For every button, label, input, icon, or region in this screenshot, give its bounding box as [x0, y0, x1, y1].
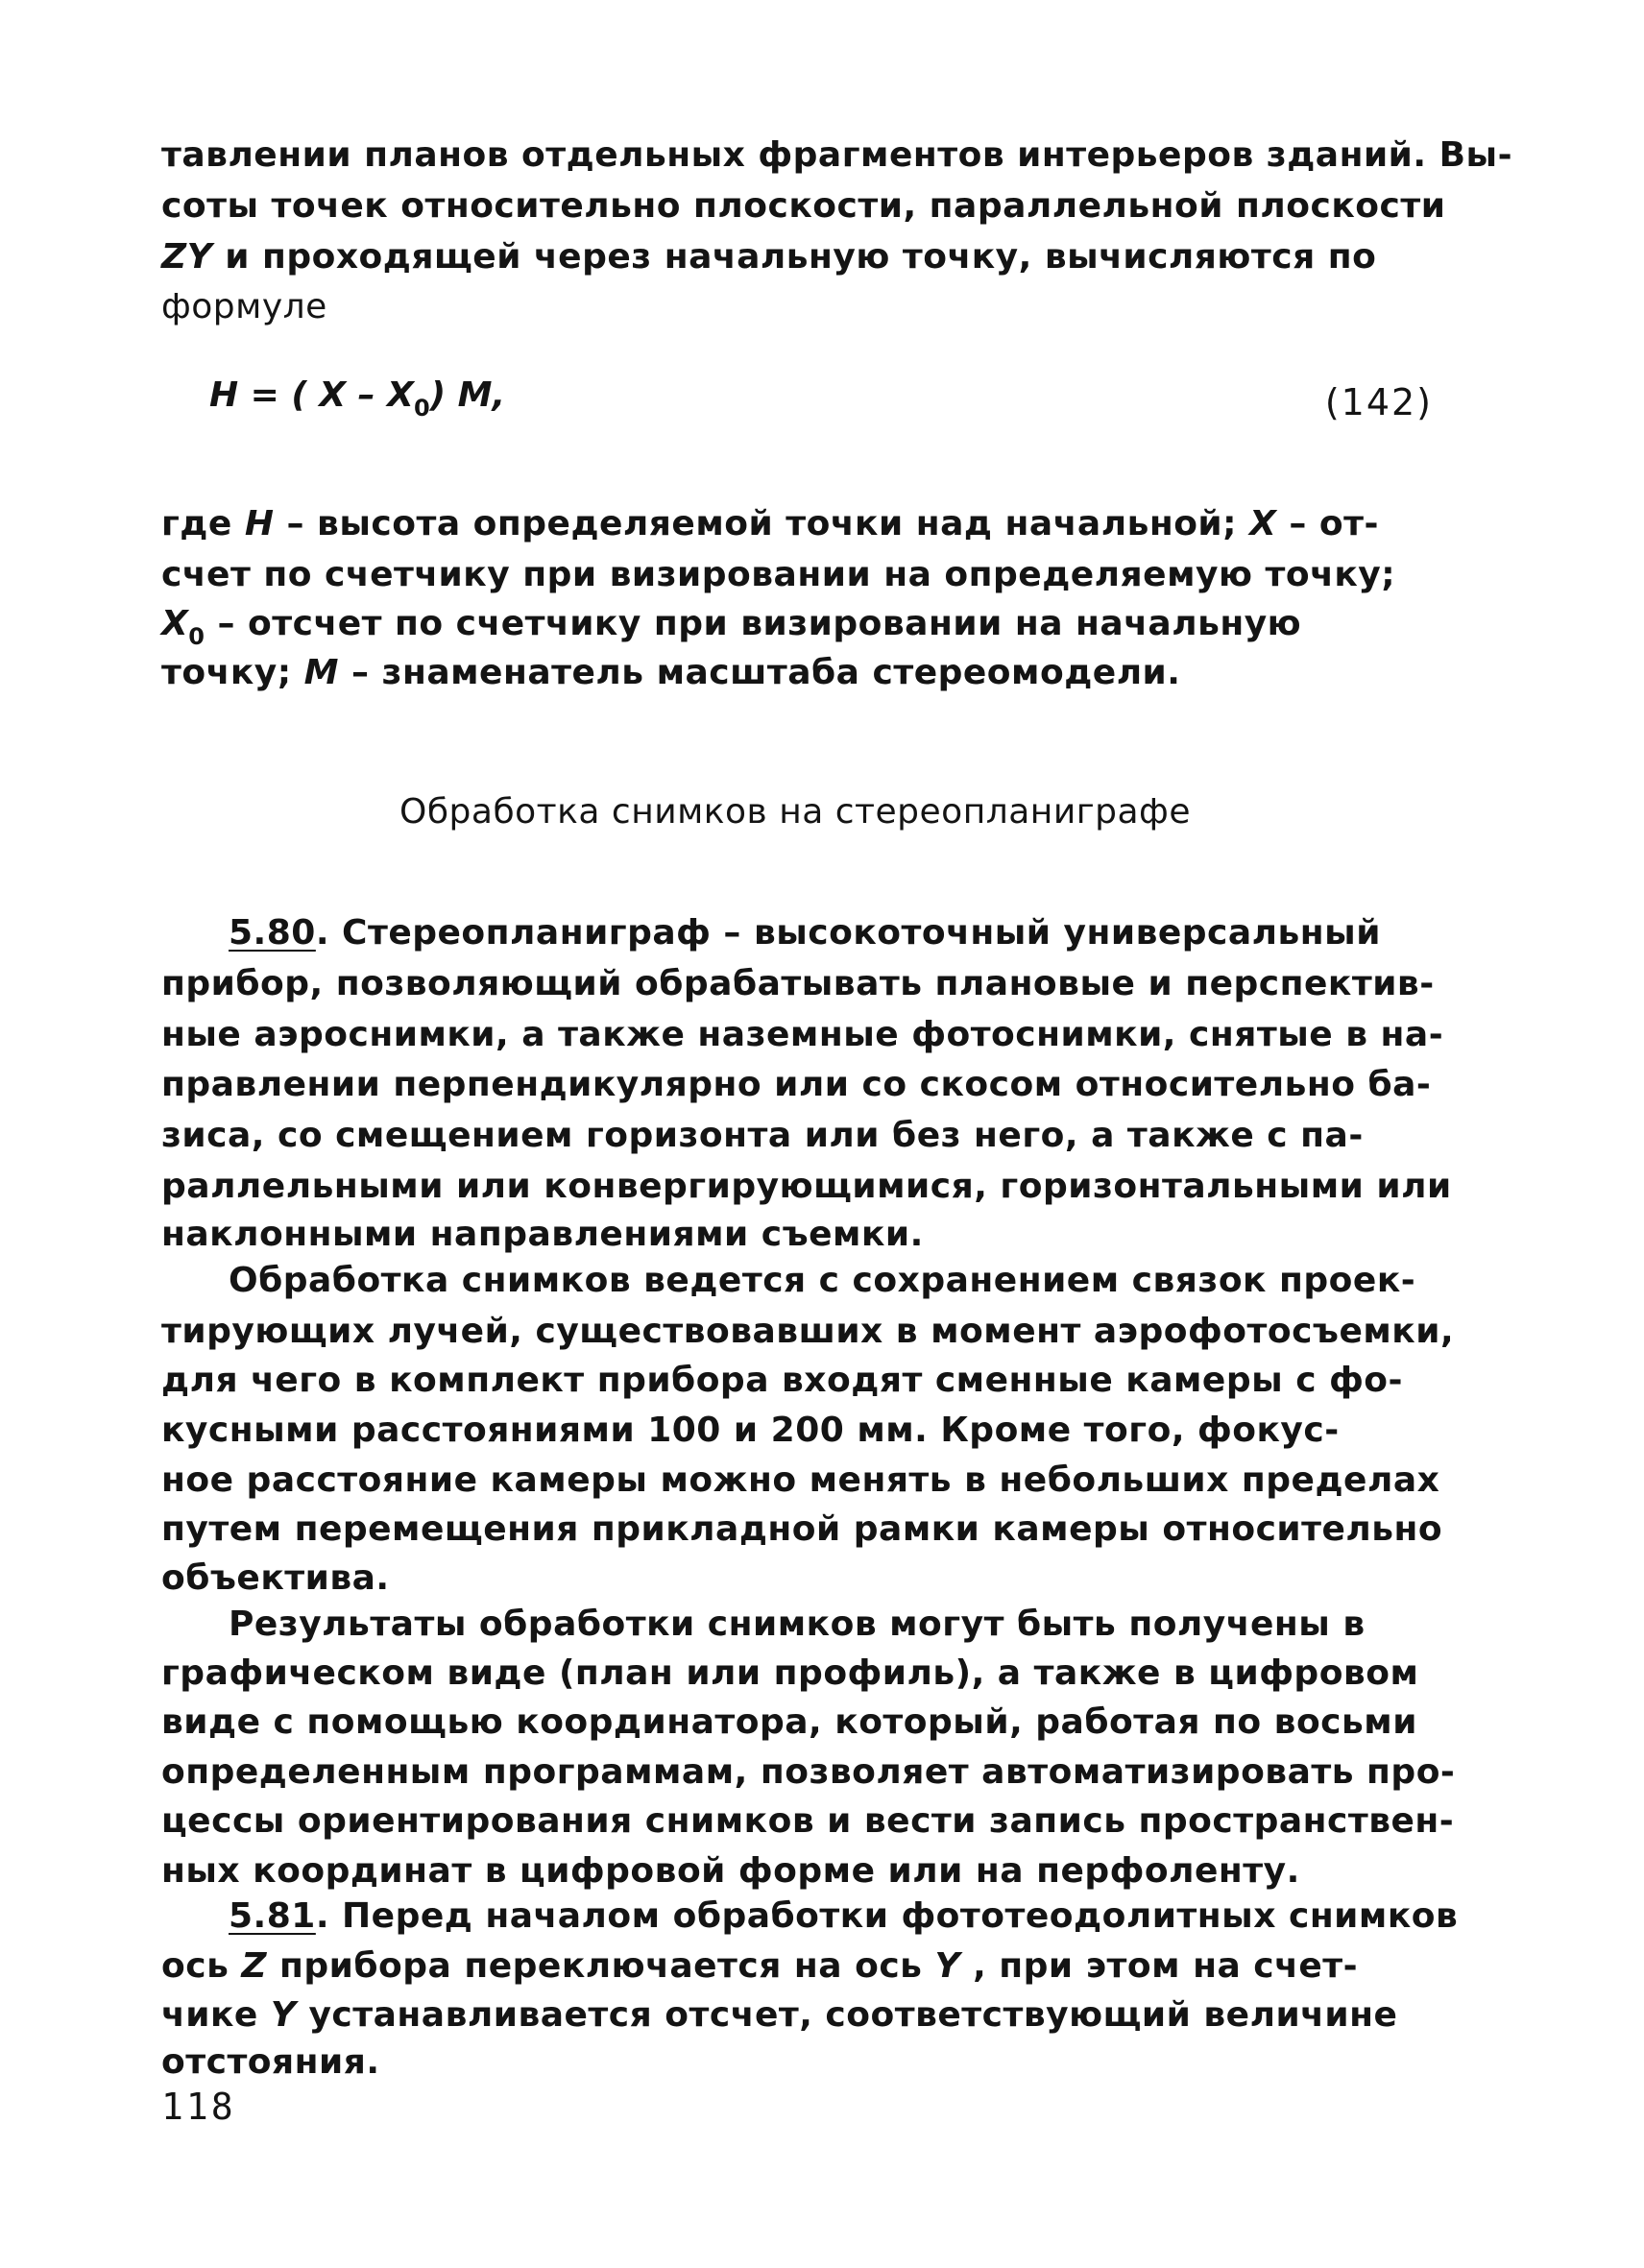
text-line: формуле [161, 287, 327, 326]
text-line: Обработка снимков ведется с сохранением связок проек- [229, 1261, 1416, 1300]
variable-symbol: ZY [161, 237, 213, 277]
variable-symbol: Y [934, 1946, 961, 1986]
paragraph-number: 5.80 [229, 913, 316, 953]
text-line: правлении перпендикулярно или со скосом относительно ба- [161, 1065, 1432, 1104]
text-line: определенным программам, позволяет автоматизировать про- [161, 1752, 1456, 1792]
paragraph-5-80-first-line: 5.80. Стереопланиграф – высокоточный универсальный [229, 913, 1381, 953]
variable-symbol: Y [270, 1995, 297, 2035]
text-line: ные аэроснимки, а также наземные фотоснимки, снятые в на- [161, 1015, 1444, 1054]
text-line: точку; M – знаменатель масштаба стереомодели. [161, 653, 1181, 692]
text-line: путем перемещения прикладной рамки камеры относительно [161, 1509, 1443, 1549]
equation-number: (142) [1324, 381, 1433, 423]
variable-symbol: Z [241, 1946, 267, 1986]
text-line: счет по счетчику при визировании на определяемую точку; [161, 555, 1396, 594]
text-line: $X_0$ – отсчет по счетчику при визировании на начальную [161, 604, 1302, 650]
text-line: раллельными или конвергирующимися, горизонтальными или [161, 1167, 1452, 1206]
section-title: Обработка снимков на стереопланиграфе [399, 792, 1191, 832]
text-line: Результаты обработки снимков могут быть получены в [229, 1604, 1366, 1644]
variable-symbol: H [244, 504, 275, 543]
paragraph-5-81-first-line: 5.81. Перед началом обработки фототеодолитных снимков [229, 1896, 1459, 1936]
text-line: ZY и проходящей через начальную точку, вычисляются по [161, 237, 1377, 277]
text-line: виде с помощью координатора, который, работая по восьми [161, 1702, 1417, 1742]
text-line: для чего в комплект прибора входят сменные камеры с фо- [161, 1361, 1403, 1400]
text-line: графическом виде (план или профиль), а также в цифровом [161, 1653, 1419, 1693]
text-line: цессы ориентирования снимков и вести запись пространствен- [161, 1801, 1455, 1841]
variable-symbol: X [1249, 504, 1277, 543]
text-line: отстояния. [161, 2042, 380, 2082]
text-line: объектива. [161, 1558, 390, 1598]
formula-142: H = ( X – $X_0$) M, [209, 375, 506, 422]
text-line: прибор, позволяющий обрабатывать плановые и перспектив- [161, 964, 1435, 1003]
text-line: наклонными направлениями съемки. [161, 1215, 924, 1254]
text-line: соты точек относительно плоскости, параллельной плоскости [161, 186, 1446, 226]
variable-symbol: X [161, 604, 189, 643]
text-line: тавлении планов отдельных фрагментов интерьеров зданий. Вы- [161, 135, 1513, 175]
text-line: зиса, со смещением горизонта или без него, а также с па- [161, 1116, 1364, 1155]
text-line: чике Y устанавливается отсчет, соответствующий величине [161, 1995, 1398, 2035]
text-line: ных координат в цифровой форме или на перфоленту. [161, 1851, 1300, 1891]
text-line: ось Z прибора переключается на ось Y , при этом на счет- [161, 1946, 1359, 1986]
text-line: где H – высота определяемой точки над начальной; X – от- [161, 504, 1379, 543]
text-line: тирующих лучей, существовавших в момент аэрофотосъемки, [161, 1312, 1455, 1351]
paragraph-number: 5.81 [229, 1896, 316, 1936]
page-number: 118 [161, 2086, 236, 2128]
text-line: ное расстояние камеры можно менять в небольших пределах [161, 1460, 1440, 1500]
text-line: кусными расстояниями 100 и 200 мм. Кроме того, фокус- [161, 1411, 1340, 1450]
variable-symbol: M [303, 653, 339, 692]
